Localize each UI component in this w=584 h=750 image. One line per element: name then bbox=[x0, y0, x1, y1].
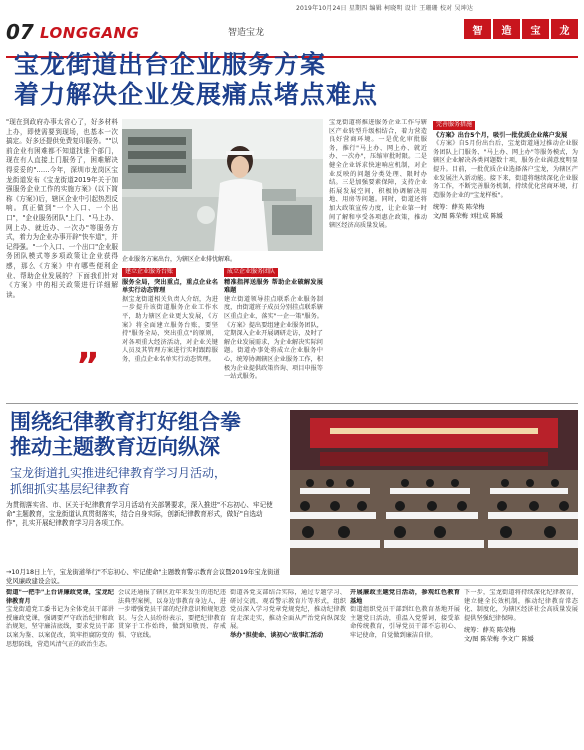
story1-headline bbox=[14, 50, 574, 110]
column4-body: 宝龙街道将推进服务企业工作与辖区产业转型升级相结合，着力营造良好营商环境。一是优化审批服务，推行"马上办、网上办、就近办、一次办"，压缩审批时限。二是健全企业诉求快速响应机制，对企业反映的问题分类处理、限时办结。三是加强要素保障，支持企业拓展发展空间，积极协调解决用地、用房等问题。同时，街道还将加大政策宣传力度，让企业第一时间了解和享受各项惠企政策，推动辖区经济高质量发展。 bbox=[329, 119, 427, 230]
story1-column2 bbox=[122, 266, 218, 396]
column4-subhead: 开展廉政主题党日活动，参观红色教育基地 bbox=[350, 589, 460, 605]
column2-subhead: 服务全局，突出重点，重点企业名单实行动态管理 bbox=[122, 278, 218, 295]
photo1-caption: 企业服务方案出台，为辖区企业排忧解难。 bbox=[122, 256, 237, 263]
column3-label: 成立企业服务团队 bbox=[224, 268, 278, 277]
story1-column4 bbox=[329, 119, 427, 397]
story2-subheadline bbox=[10, 465, 280, 497]
column3-body: 建立街道领导挂点联系企业服务制度，由街道班子成员分别挂点联系辖区重点企业，落实"一企一策"服务。《方案》提出要组建企业服务团队，定期深入企业开展调研走访，及时了解企业发展需求，为企业解决实际问题。街道办事处将成立企业服务中心，统筹协调辖区企业服务工作，积极为企业提供政策咨询、项目申报等一站式服务。 bbox=[224, 295, 323, 381]
story2-byline bbox=[464, 627, 578, 644]
close-quote-icon: ” bbox=[76, 346, 100, 387]
story2-column1 bbox=[6, 589, 114, 747]
page-header-bar bbox=[0, 0, 584, 14]
column2-body: 会议还通报了辖区近年来发生的违纪违法典型案例，以身边事教育身边人，进一步增强党员干部的纪律意识和规矩意识。与会人员纷纷表示，要把纪律教育贯穿于工作始终，做到知敬畏、存戒惧、守底线。 bbox=[118, 589, 226, 639]
story1-column5 bbox=[433, 119, 578, 397]
story-divider bbox=[6, 403, 578, 404]
section-title-blocks bbox=[464, 19, 578, 39]
story2-subhead-line1: 宝龙街道扎实推进纪律教育学习月活动， bbox=[10, 466, 227, 480]
story2-column5 bbox=[464, 589, 578, 747]
column3-subhead: 举办"担使命、谈初心"故事汇活动 bbox=[230, 631, 324, 639]
edition-meta: 2019年10月24日 星期四 编辑 柯晓明 设计 王珊珊 校对 吴坤达 bbox=[296, 5, 474, 12]
column5-body: 下一步，宝龙街道将持续深化纪律教育，建立健全长效机制，推动纪律教育常态化、制度化，为辖区经济社会高质量发展提供坚强纪律保障。 bbox=[464, 589, 578, 622]
title-block: 龙 bbox=[551, 19, 578, 39]
story2-headline-line2: 推动主题教育迈向纵深 bbox=[10, 435, 220, 459]
caption-rule bbox=[6, 585, 578, 586]
story2-headline bbox=[10, 410, 280, 460]
story2-column3 bbox=[230, 589, 346, 747]
byline-coordination: 统筹：薛英 陈荣梅 bbox=[464, 627, 516, 635]
column5-subhead: 《方案》出台5个月，吸引一批优质企业落户发展 bbox=[433, 131, 568, 139]
section-header bbox=[0, 14, 584, 44]
story2-column4 bbox=[350, 589, 460, 747]
intro-text: "现在到政府办事太省心了，好多材料上办，即使需要到现场，也基本一次搞定。好多还提供免费复印服务。""以前企业有困难都不知道找谁个部门，现在有人直接上门服务了，困难解决得妥妥的"……今年，深圳市龙岗区宝龙街道发布《宝龙街道2019年关于加强服务企业工作的实施方案》(以下简称《方案》)后，辖区企业中引起热烈反响。真正做到"一个入口、一个出口"，"企业服务团队"上门、"马上办、网上办、就近办、一次办"等服务方式，着力为企业办事开辟"快车道"，并记得强。"一个入口、一个出口"企业服务团队模式等多项政策让企业获得感，那么《方案》中有哪些便利企业、帮助企业发展的？下面我们针对《方案》中的相关政策进行详细解读。 bbox=[6, 118, 118, 299]
story1-intro bbox=[6, 118, 118, 356]
column5-body: 《方案》自5月份出台后，宝龙街道通过推动企业服务团队上门服务、"马上办、网上办"等服务模式，为辖区企业解决各类问题数十项，服务企业满意度明显提升。目前，一批优质企业选择落户宝龙，为辖区产业发展注入新动能。接下来，街道将继续深化企业服务工作，不断完善服务机制，持续优化营商环境，打造服务企业的"宝龙样板"。 bbox=[433, 140, 578, 199]
photo2-caption: →10月18日上午，宝龙街道举行"不忘初心、牢记使命"主题教育警示教育会议暨2019年宝龙街道党风廉政建设会议。 bbox=[6, 568, 280, 585]
byline-coordination: 统筹：薛英 陈荣梅 bbox=[433, 204, 485, 212]
byline-authors: 文/图 陈荣梅 李文广 陈媛 bbox=[464, 635, 534, 643]
story1-headline-line1: 宝龙街道出台企业服务方案 bbox=[14, 50, 327, 79]
story2-column2 bbox=[118, 589, 226, 747]
section-name-cn: 智造宝龙 bbox=[228, 28, 265, 38]
title-block: 智 bbox=[464, 19, 491, 39]
section-name-en: LONGGANG bbox=[40, 24, 140, 42]
story2-lead: 为贯彻落实省、市、区关于纪律教育学习月活动有关部署要求，深入推进"不忘初心、牢记使命"主题教育，宝龙街道认真贯彻落实，结合自身实际，创新纪律教育形式，做好"自选动作"，扎实开展纪律教育学习月各项工作。 bbox=[6, 501, 273, 527]
column3-subhead: 精准指挥送服务 帮助企业破解发展难题 bbox=[224, 278, 323, 295]
column5-label: 完善服务措施 bbox=[433, 121, 475, 130]
page-number: 07 bbox=[6, 20, 34, 44]
column4-body: 街道组织党员干部到红色教育基地开展主题党日活动，重温入党誓词，接受革命传统教育，引导党员干部不忘初心、牢记使命，自觉做到廉洁自律。 bbox=[350, 606, 460, 639]
meeting-hall-photo bbox=[290, 410, 578, 575]
story1-column3 bbox=[224, 266, 323, 396]
column1-subhead: 街道"一把手"上台讲廉政党课，宝龙纪律教育月 bbox=[6, 589, 114, 605]
story1-headline-line2: 着力解决企业发展痛点堵点难点 bbox=[14, 80, 379, 109]
column2-label: 建立企业服务台账 bbox=[122, 268, 176, 277]
column1-body: 宝龙街道党工委书记为全体党员干部讲授廉政党课，强调要严守政治纪律和政治规矩，坚守廉洁底线，要求党员干部以案为鉴、以案促改，筑牢拒腐防变的思想防线，营造风清气正的政治生态。 bbox=[6, 606, 114, 648]
title-block: 造 bbox=[493, 19, 520, 39]
story2-subhead-line2: 抓细抓实基层纪律教育 bbox=[10, 482, 131, 496]
story2-headline-line1: 围绕纪律教育打好组合拳 bbox=[10, 410, 241, 434]
column2-body: 据宝龙街道相关负责人介绍，为进一步提升该街道服务企业工作水平，助力辖区企业更大发展，《方案》将全面建立服务台账，要坚持"服务全局，突出重点"的原则，对各项重大经济活动，对企业关键人员及其管理方案进行实时跟踪服务，重点企业名单实行动态管理。 bbox=[122, 295, 218, 363]
lab-worker-photo bbox=[122, 119, 323, 251]
story1-byline bbox=[433, 204, 578, 221]
title-block: 宝 bbox=[522, 19, 549, 39]
byline-authors: 文/图 陈荣梅 刘壮成 陈媛 bbox=[433, 212, 503, 220]
column3-body: 街道各党支部结合实际，通过专题学习、研讨交流、观看警示教育片等形式，组织党员深入学习党章党规党纪，推动纪律教育走深走实，推动全面从严治党向纵深发展。 bbox=[230, 589, 346, 631]
